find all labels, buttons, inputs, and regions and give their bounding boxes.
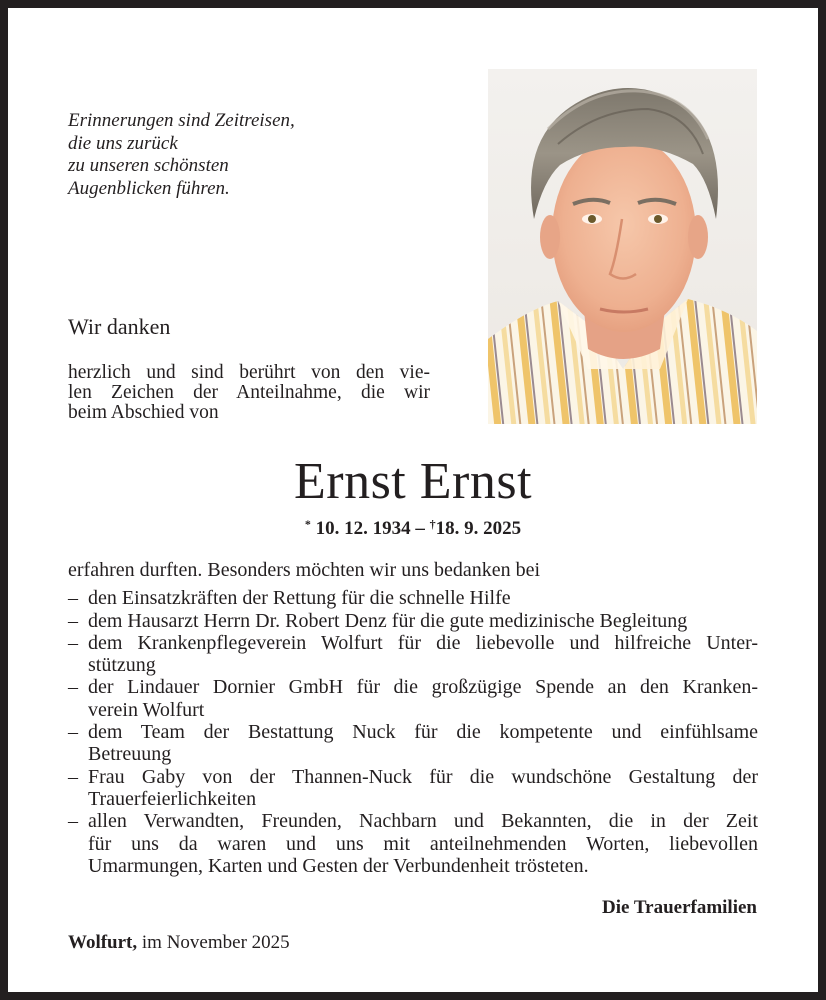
list-item-line: der Lindauer Dornier GmbH für die großzügige Spende an den Kranken- [88, 676, 758, 699]
list-item [68, 587, 758, 609]
death-date: 18. 9. 2025 [435, 518, 522, 539]
intro-line: beim Abschied von [68, 402, 219, 423]
date-text: im November 2025 [141, 932, 290, 953]
list-item-line: Frau Gaby von der Thannen-Nuck für die wundschöne Gestaltung der [88, 765, 758, 788]
list-item-line: Umarmungen, Karten und Gesten der Verbundenheit trösteten. [88, 854, 589, 877]
thanks-heading: Wir danken [68, 314, 171, 339]
acknowledgements-lead: erfahren durften. Besonders möchten wir uns bedanken bei [68, 559, 541, 581]
list-item-line: stützung [88, 654, 156, 677]
list-item-line: für uns da waren und uns mit anteilnehmenden Worten, liebevollen [88, 832, 758, 855]
dash-bullet: – [68, 765, 78, 788]
dash-bullet: – [68, 676, 78, 699]
dash-bullet: – [68, 721, 78, 744]
list-item-line: dem Hausarzt Herrn Dr. Robert Denz für die gute medizinische Begleitung [88, 609, 688, 632]
intro-line: len Zeichen der Anteilnahme, die wir [68, 382, 430, 403]
quote-line: Augenblicken führen. [68, 177, 230, 199]
portrait-photo [488, 69, 757, 424]
signature: Die Trauerfamilien [602, 897, 757, 918]
dash-bullet: – [68, 587, 78, 610]
quote-line: zu unseren schönsten [68, 155, 229, 176]
deceased-name: Ernst Ernst [293, 453, 533, 510]
dash-bullet: – [68, 631, 78, 654]
list-item [68, 810, 758, 877]
intro-line: herzlich und sind berührt von den vie- [68, 362, 430, 383]
list-item [68, 610, 758, 632]
quote-line: Erinnerungen sind Zeitreisen, [68, 110, 295, 131]
memorial-quote [68, 110, 295, 200]
place-date [68, 931, 290, 955]
list-item-line: dem Krankenpflegeverein Wolfurt für die liebevolle und hilfreiche Unter- [88, 631, 758, 654]
dash-bullet: – [68, 609, 78, 632]
list-item-line: Betreuung [88, 743, 172, 766]
list-item-line: dem Team der Bestattung Nuck für die kompetente und einfühlsame [88, 721, 758, 744]
place-name: Wolfurt, [68, 932, 138, 953]
list-item [68, 721, 758, 766]
list-item [68, 632, 758, 677]
list-item-line: allen Verwandten, Freunden, Nachbarn und Bekannten, die in der Zeit [88, 810, 758, 833]
list-item-line: den Einsatzkräften der Rettung für die schnelle Hilfe [88, 587, 511, 610]
portrait-illustration [488, 69, 757, 424]
life-dates [0, 512, 826, 541]
quote-line: die uns zurück [68, 132, 178, 154]
list-item-line: verein Wolfurt [88, 698, 205, 721]
date-separator: – [415, 518, 425, 539]
dash-bullet: – [68, 810, 78, 833]
death-symbol: † [429, 517, 436, 531]
thanks-intro [68, 363, 430, 423]
birth-symbol: * [304, 517, 311, 531]
list-item [68, 766, 758, 811]
list-item-line: Trauerfeierlichkeiten [88, 787, 257, 810]
acknowledgements [68, 559, 758, 877]
list-item [68, 676, 758, 721]
birth-date: 10. 12. 1934 [315, 518, 411, 539]
